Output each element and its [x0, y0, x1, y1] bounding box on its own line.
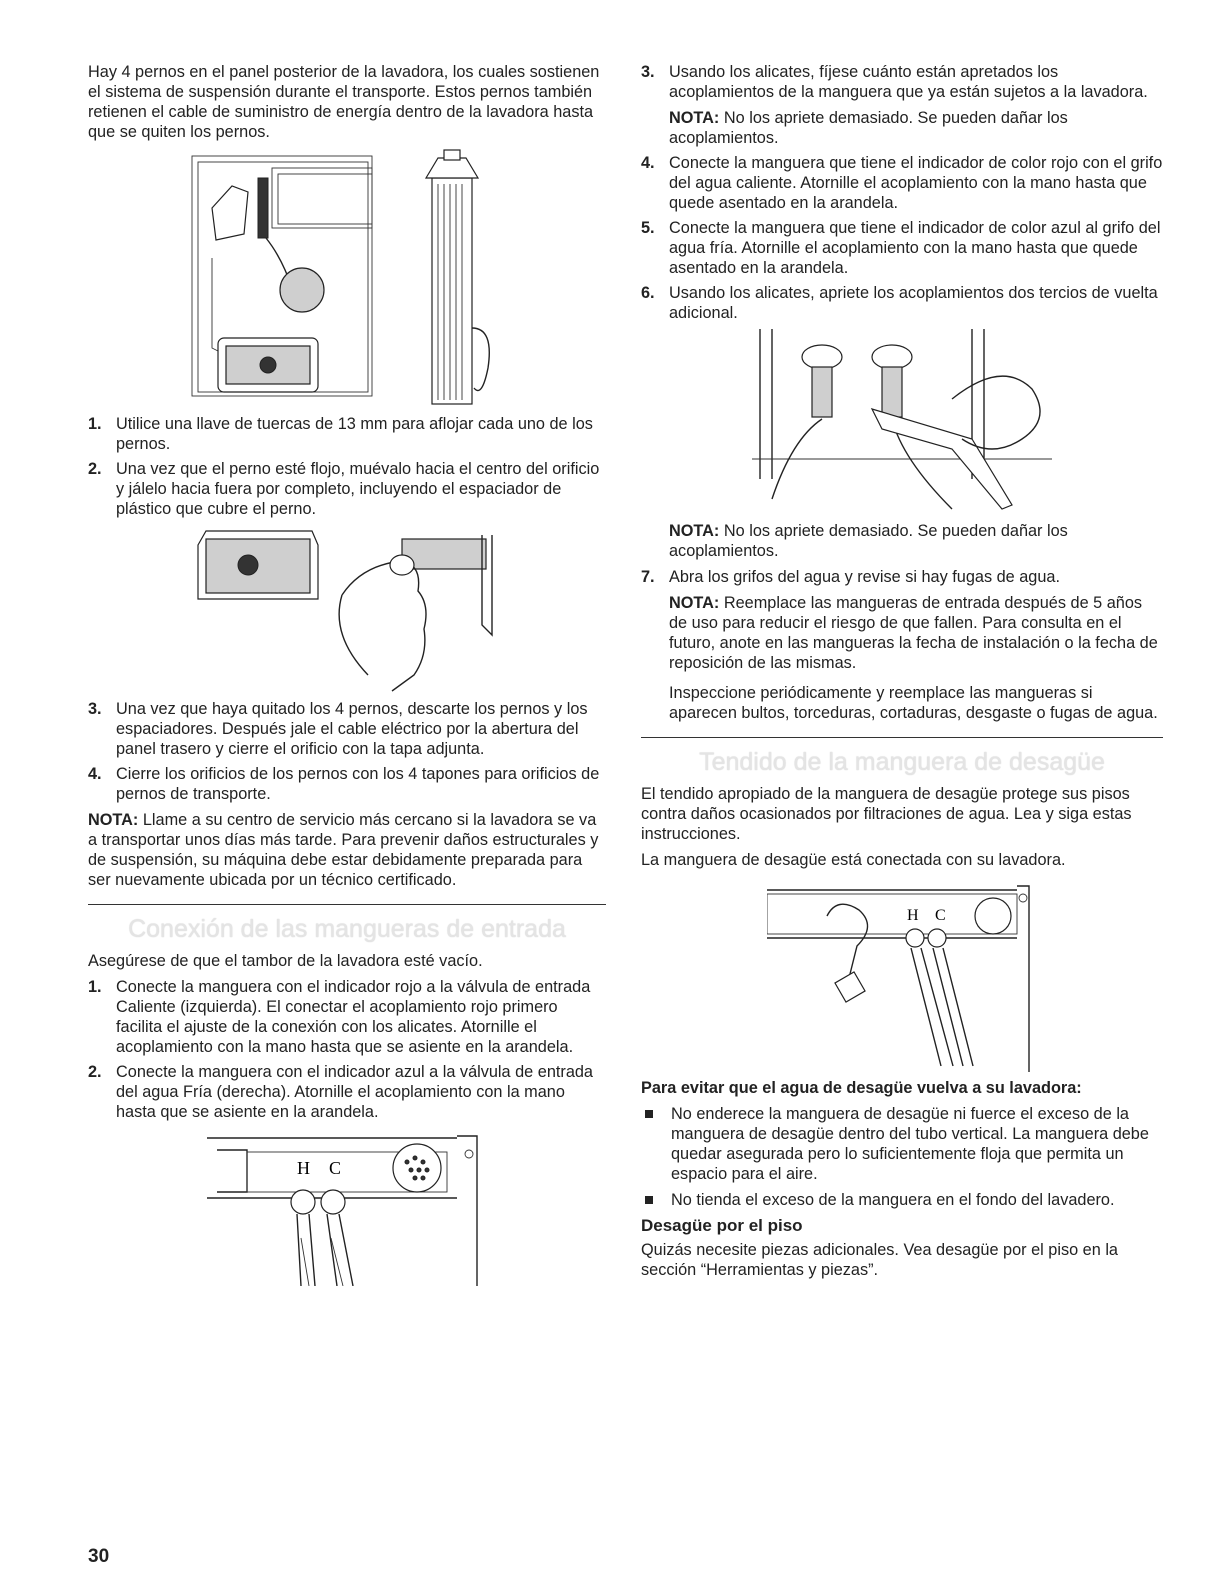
step-item [88, 459, 606, 519]
left-column [88, 62, 606, 1290]
step-text: Una vez que el perno esté flojo, muévalo hacia el centro del orificio y jálelo hacia fuera por completo, incluyendo el espaciador de plástico que cubre el perno. [116, 460, 600, 518]
section-title-drain-hose: Tendido de la manguera de desagüe [699, 748, 1105, 776]
step-item [88, 764, 606, 804]
note-label: NOTA: [669, 109, 720, 127]
note-text: Reemplace las mangueras de entrada después de 5 años de uso para reducir el riesgo de que fallen. Para consulta en el futuro, anote en las mangueras la fecha de instalación o la fecha de reposición de las mismas. [669, 594, 1158, 672]
note-paragraph [641, 521, 1163, 561]
floor-drain-heading: Desagüe por el piso [641, 1216, 803, 1235]
step-item [88, 414, 606, 454]
note-text: No los apriete demasiado. Se pueden dañar los acoplamientos. [669, 109, 1068, 147]
bullet-text: No enderece la manguera de desagüe ni fuerce el exceso de la manguera de desagüe dentro del tubo vertical. La manguera debe quedar asegurada pero lo suficientemente floja que permita un espacio para el aire. [671, 1105, 1149, 1183]
step-text: Conecte la manguera que tiene el indicador de color azul al grifo del agua fría. Atornille el acoplamiento con la mano hasta que quede asentado en la arandela. [669, 219, 1161, 277]
step-number: 4. [641, 154, 655, 172]
steps-tighten-couplings [641, 62, 1163, 323]
square-bullet-icon [645, 1110, 653, 1118]
right-column [641, 62, 1163, 1286]
step-number: 7. [641, 568, 655, 586]
note-text: No los apriete demasiado. Se pueden dañar los acoplamientos. [669, 522, 1068, 560]
valve-label-hot: H [297, 1158, 310, 1178]
step-number: 5. [641, 219, 655, 237]
step-number: 1. [88, 978, 102, 996]
step-note [669, 108, 1163, 148]
drain-bullets [641, 1104, 1163, 1210]
inlet-valves-figure [207, 1128, 487, 1286]
drain-warning-heading: Para evitar que el agua de desagüe vuelva a su lavadora: [641, 1079, 1082, 1097]
bullet-item [641, 1104, 1163, 1184]
step-item [88, 977, 606, 1057]
section-intro: Asegúrese de que el tambor de la lavadora esté vacío. [88, 952, 483, 970]
step-number: 6. [641, 284, 655, 302]
step-item [641, 218, 1163, 278]
step-text: Usando los alicates, fíjese cuánto están apretados los acoplamientos de la manguera que ya están sujetos a la lavadora. [669, 63, 1148, 101]
step-text: Abra los grifos del agua y revise si hay fugas de agua. [669, 568, 1060, 586]
steps-open-faucets [641, 567, 1163, 723]
square-bullet-icon [645, 1196, 653, 1204]
step-number: 1. [88, 415, 102, 433]
step-text: Conecte la manguera que tiene el indicador de color rojo con el grifo del agua caliente. Atornille el acoplamiento con la mano hasta que quede asentado en la arandela. [669, 154, 1163, 212]
step-number: 4. [88, 765, 102, 783]
hand-pull-bolt-figure [192, 525, 502, 695]
note-text: Llame a su centro de servicio más cercano si la lavadora se va a transportar unos días más tarde. Para prevenir daños estructurales y de suspensión, su máquina debe estar debidamente preparada para ser nuevamente ubicada por un técnico certificado. [88, 811, 599, 889]
section-divider [88, 904, 606, 905]
steps-connect-inlet-hoses [88, 977, 606, 1122]
valve-label-hot: H [907, 907, 919, 924]
step-text: Una vez que haya quitado los 4 pernos, descarte los pernos y los espaciadores. Después jale el cable eléctrico por la abertura del panel trasero y cierre el orificio con la tapa adjunta. [116, 700, 588, 758]
faucet-pliers-figure [752, 329, 1052, 515]
back-panel-bolt-figure [182, 148, 512, 410]
step-item [641, 153, 1163, 213]
step-extra: Inspeccione periódicamente y reemplace las mangueras si aparecen bultos, torceduras, cortaduras, desgaste o fugas de agua. [669, 684, 1158, 722]
valve-label-cold: C [329, 1158, 342, 1178]
drain-hose-figure [767, 876, 1037, 1072]
step-item [88, 1062, 606, 1122]
note-label: NOTA: [669, 594, 720, 612]
step-text: Conecte la manguera con el indicador rojo a la válvula de entrada Caliente (izquierda). El conectar el acoplamiento rojo primero facilita el ajuste de la conexión con los alicates. Atornille el acoplamiento con la mano hasta que se asiente en la arandela. [116, 978, 591, 1056]
step-item [641, 567, 1163, 723]
drain-paragraph-2: La manguera de desagüe está conectada con su lavadora. [641, 851, 1066, 869]
drain-paragraph-1: El tendido apropiado de la manguera de desagüe protege sus pisos contra daños ocasionados por filtraciones de agua. Lea y siga estas instrucciones. [641, 785, 1132, 843]
step-text: Cierre los orificios de los pernos con los 4 tapones para orificios de pernos de transporte. [116, 765, 600, 803]
page-number: 30 [88, 1546, 110, 1567]
steps-discard-bolts [88, 699, 606, 804]
step-note [669, 593, 1163, 673]
step-item [641, 62, 1163, 148]
note-label: NOTA: [669, 522, 720, 540]
floor-drain-text: Quizás necesite piezas adicionales. Vea desagüe por el piso en la sección “Herramientas y piezas”. [641, 1241, 1118, 1279]
step-item [88, 699, 606, 759]
step-number: 3. [641, 63, 655, 81]
intro-paragraph: Hay 4 pernos en el panel posterior de la lavadora, los cuales sostienen el sistema de suspensión durante el transporte. Estos pernos también retienen el cable de suministro de energía dentro de la lavadora hasta que se quiten los pernos. [88, 63, 600, 141]
valve-label-cold: C [935, 907, 946, 924]
step-text: Utilice una llave de tuercas de 13 mm para aflojar cada uno de los pernos. [116, 415, 593, 453]
section-divider [641, 737, 1163, 738]
step-item [641, 283, 1163, 323]
bullet-text: No tienda el exceso de la manguera en el fondo del lavadero. [671, 1191, 1115, 1209]
bullet-item [641, 1190, 1163, 1210]
step-number: 2. [88, 460, 102, 478]
section-title-inlet-hoses: Conexión de las mangueras de entrada [128, 915, 566, 943]
note-paragraph [88, 810, 606, 890]
step-text: Usando los alicates, apriete los acoplamientos dos tercios de vuelta adicional. [669, 284, 1158, 322]
step-number: 3. [88, 700, 102, 718]
steps-remove-bolts [88, 414, 606, 519]
step-number: 2. [88, 1063, 102, 1081]
step-text: Conecte la manguera con el indicador azul a la válvula de entrada del agua Fría (derecha). Atornille el acoplamiento con la mano hasta que se asiente en la arandela. [116, 1063, 593, 1121]
note-label: NOTA: [88, 811, 139, 829]
